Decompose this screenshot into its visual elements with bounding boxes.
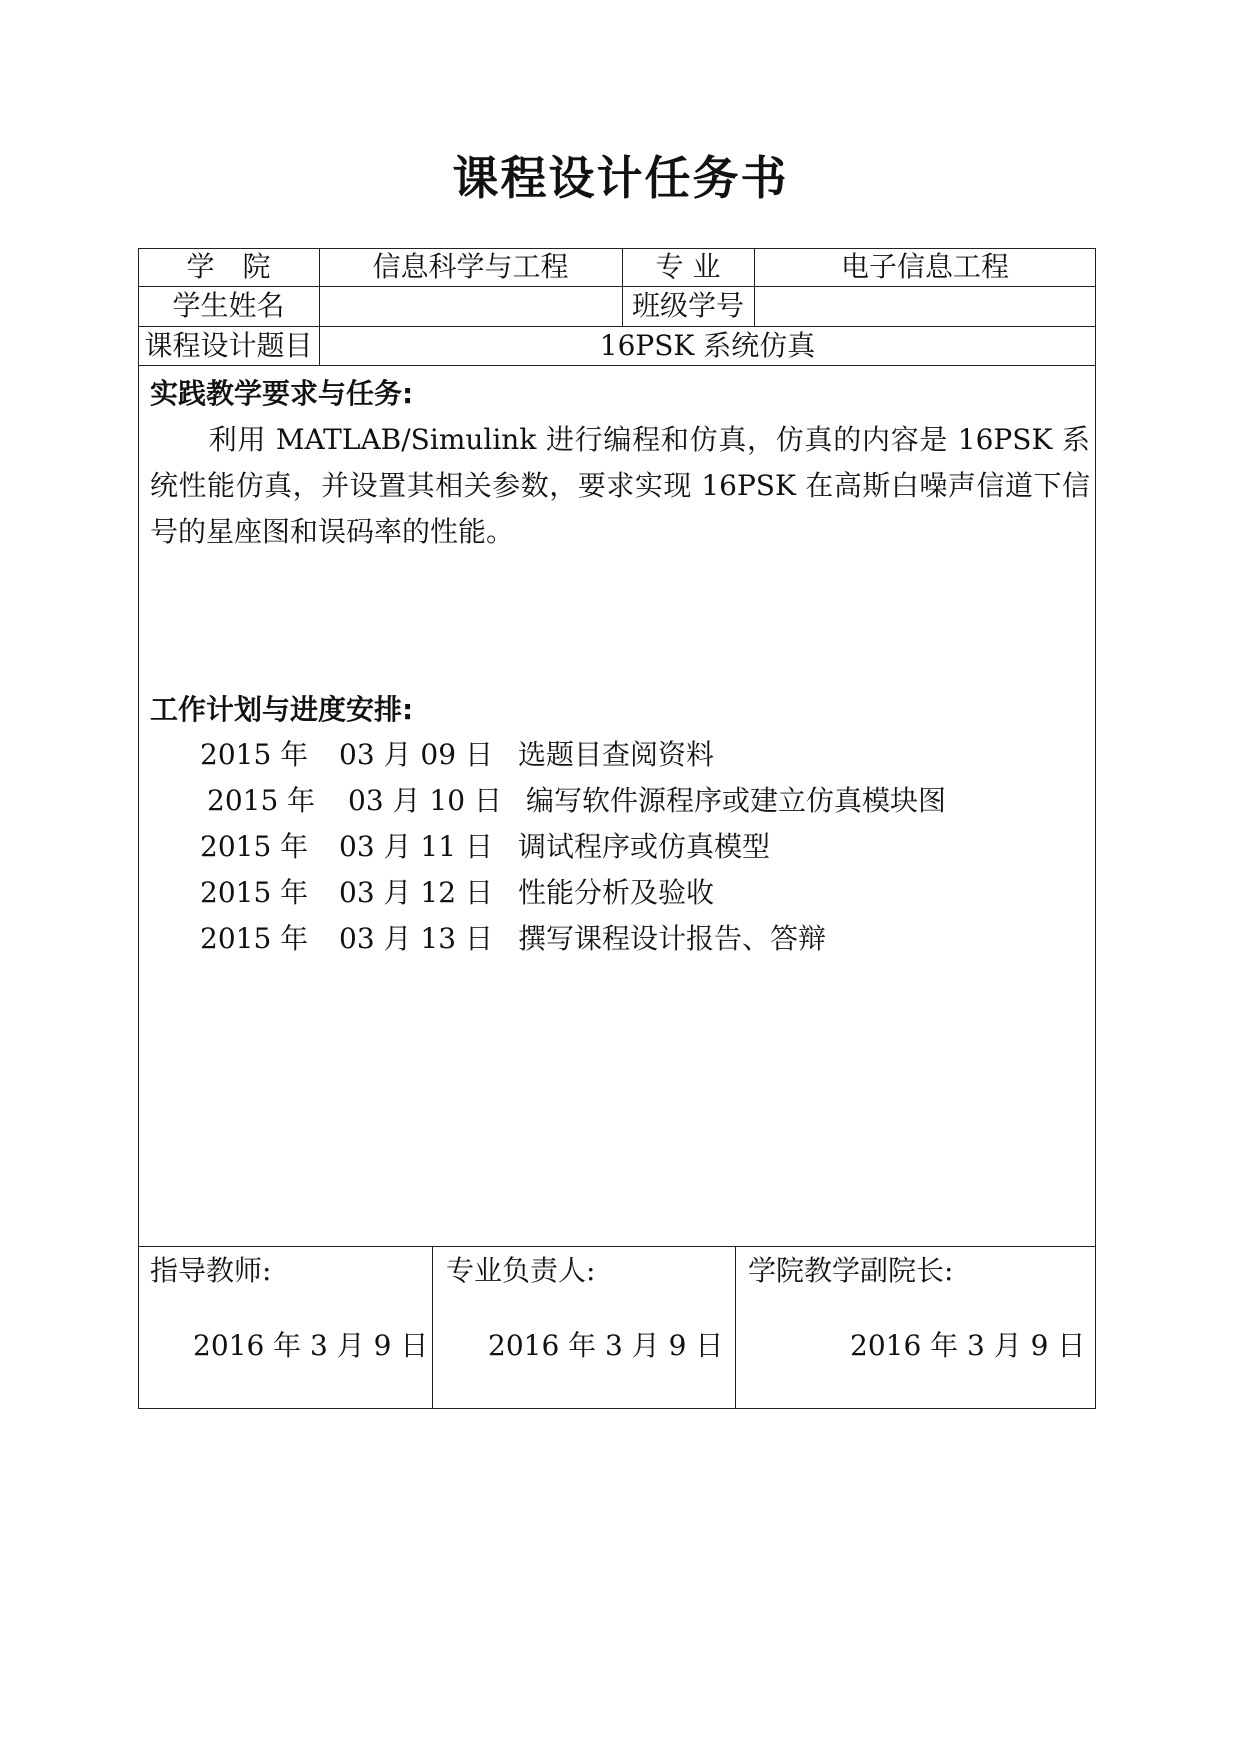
schedule-task: 调试程序或仿真模型: [518, 830, 771, 863]
supervisor-date: 2016 年 3 月 9 日: [193, 1329, 429, 1362]
schedule-year: 2015 年: [200, 922, 309, 955]
schedule-task: 选题目查阅资料: [518, 738, 715, 771]
requirements-text-content: 利用 MATLAB/Simulink 进行编程和仿真，仿真的内容是 16PSK 系统性能仿真，并设置其相关参数，要求实现 16PSK 在高斯白噪声信道下信号的星座图和误码率的性能。: [150, 423, 1090, 548]
schedule-year: 2015 年: [200, 830, 309, 863]
schedule-date: 03 月 12 日: [339, 876, 493, 909]
class-id-value[interactable]: [754, 286, 1096, 326]
college-value: 信息科学与工程: [372, 250, 569, 283]
schedule-heading: 工作计划与进度安排:: [150, 693, 414, 726]
college-label: 学 院: [186, 250, 271, 283]
student-name-label: 学生姓名: [172, 289, 285, 322]
topic-value: 16PSK 系统仿真: [599, 328, 816, 362]
schedule-task: 编写软件源程序或建立仿真模块图: [526, 784, 947, 817]
vice-dean-label: 学院教学副院长:: [748, 1254, 954, 1287]
schedule-date: 03 月 10 日: [348, 784, 502, 817]
supervisor-label: 指导教师:: [150, 1254, 272, 1287]
schedule-year: 2015 年: [200, 876, 309, 909]
student-name-value[interactable]: [319, 286, 622, 326]
table-rule: [735, 1246, 736, 1409]
schedule-year: 2015 年: [207, 784, 316, 817]
schedule-date: 03 月 13 日: [339, 922, 493, 955]
schedule-item: [0, 919, 1100, 959]
schedule-item: [0, 781, 1100, 821]
schedule-task: 性能分析及验收: [518, 876, 715, 909]
schedule-item: [0, 873, 1100, 913]
schedule-task: 撰写课程设计报告、答辩: [518, 922, 827, 955]
table-rule: [138, 365, 1096, 366]
schedule-date: 03 月 11 日: [339, 830, 493, 863]
vice-dean-date: 2016 年 3 月 9 日: [850, 1329, 1086, 1362]
topic-label: 课程设计题目: [144, 328, 313, 362]
major-head-label: 专业负责人:: [446, 1254, 596, 1287]
document-title: 课程设计任务书: [452, 151, 789, 205]
table-rule: [138, 1246, 1096, 1247]
major-label: 专 业: [655, 250, 721, 283]
requirements-text: [150, 417, 1090, 555]
table-rule: [432, 1246, 433, 1409]
class-id-label: 班级学号: [631, 289, 744, 322]
schedule-year: 2015 年: [200, 738, 309, 771]
major-value: 电子信息工程: [840, 250, 1009, 283]
schedule-date: 03 月 09 日: [339, 738, 493, 771]
schedule-item: [0, 827, 1100, 867]
major-head-date: 2016 年 3 月 9 日: [488, 1329, 724, 1362]
requirements-heading: 实践教学要求与任务:: [150, 377, 414, 410]
schedule-item: [0, 735, 1100, 775]
